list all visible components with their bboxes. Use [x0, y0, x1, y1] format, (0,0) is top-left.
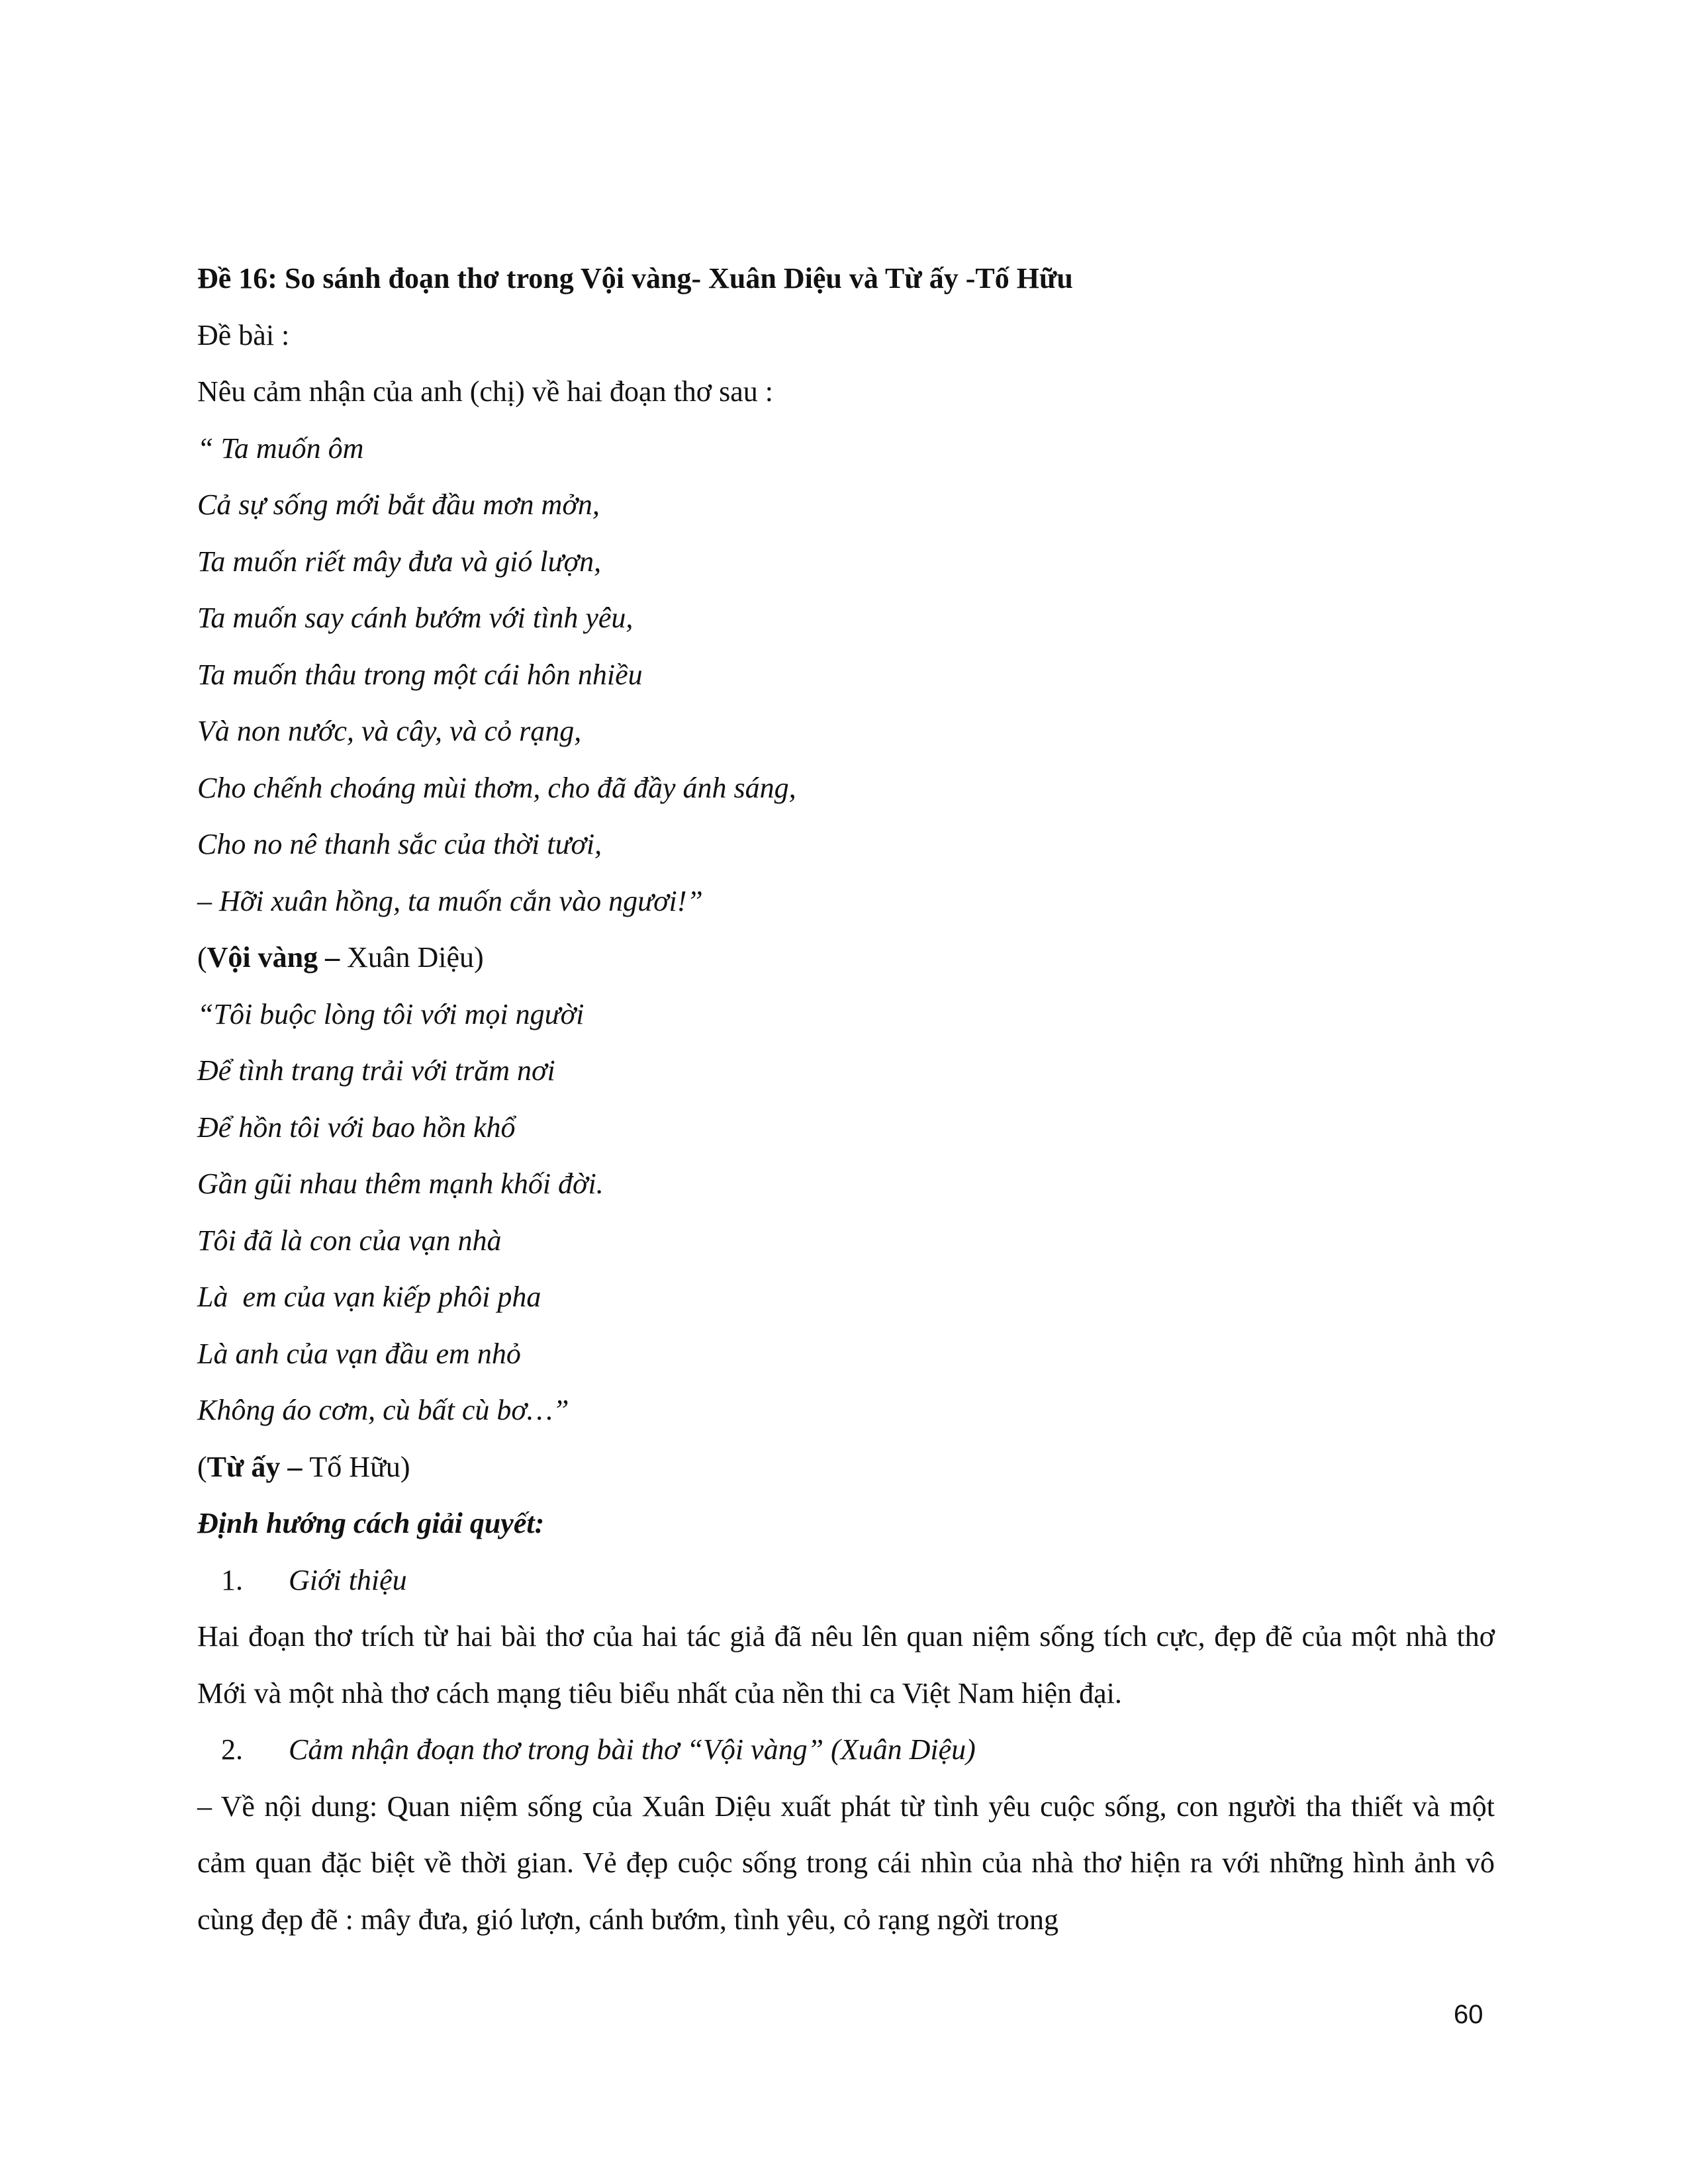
poem-source-voi-vang: [197, 929, 1495, 986]
poem-line: – Hỡi xuân hồng, ta muốn cắn vào ngươi!”: [197, 884, 703, 917]
source-poem-title: Vội vàng: [207, 941, 318, 974]
poem-line: Cả sự sống mới bắt đầu mơn mởn,: [197, 488, 600, 521]
guidance-heading: Định hướng cách giải quyết:: [197, 1507, 545, 1539]
poem-line: Tôi đã là con của vạn nhà: [197, 1224, 502, 1257]
section-number: 1.: [221, 1563, 243, 1596]
poem-line: Ta muốn say cánh bướm với tình yêu,: [197, 602, 633, 634]
section-paragraph-2: – Về nội dung: Quan niệm sống của Xuân Diệu xuất phát từ tình yêu cuộc sống, con người tha thiết và một cảm quan đặc biệt về thời gian. Vẻ đẹp cuộc sống trong cái nhìn của nhà thơ hiện ra với những hình ảnh vô cùng đẹp đẽ : mây đưa, gió lượn, cánh bướm, tình yêu, cỏ rạng ngời trong: [197, 1790, 1495, 1936]
poem-tu-ay: [197, 986, 1495, 1439]
section-heading-2: [197, 1721, 1495, 1778]
poem-line: Và non nước, và cây, và cỏ rạng,: [197, 715, 582, 747]
page-title: Đề 16: So sánh đoạn thơ trong Vội vàng- Xuân Diệu và Từ ấy -Tố Hữu: [197, 262, 1073, 295]
poem-source-tu-ay: [197, 1439, 1495, 1496]
section-title: Giới thiệu: [289, 1563, 407, 1596]
poem-line: Không áo cơm, cù bất cù bơ…”: [197, 1394, 569, 1426]
section-paragraph-1: Hai đoạn thơ trích từ hai bài thơ của hai tác giả đã nêu lên quan niệm sống tích cực, đẹp đẽ của một nhà thơ Mới và một nhà thơ cách mạng tiêu biểu nhất của nền thi ca Việt Nam hiện đại.: [197, 1620, 1495, 1709]
poem-line: Là em của vạn kiếp phôi pha: [197, 1281, 541, 1313]
source-open-paren: (: [197, 941, 207, 974]
section-title: Cảm nhận đoạn thơ trong bài thơ “Vội vàng” (Xuân Diệu): [289, 1733, 976, 1766]
poem-line: Để hồn tôi với bao hồn khổ: [197, 1111, 516, 1144]
section-number: 2.: [221, 1733, 243, 1766]
poem-line: Cho no nê thanh sắc của thời tươi,: [197, 828, 602, 860]
poem-line: Để tình trang trải với trăm nơi: [197, 1054, 555, 1087]
page-number: 60: [1454, 2000, 1483, 2029]
source-author: Tố Hữu): [309, 1450, 410, 1483]
source-author: Xuân Diệu): [347, 941, 484, 974]
source-poem-title: Từ ấy: [207, 1450, 281, 1483]
section-heading-1: [197, 1552, 1495, 1609]
poem-line: Cho chếnh choáng mùi thơm, cho đã đầy ánh sáng,: [197, 771, 796, 804]
poem-voi-vang: [197, 420, 1495, 930]
document-body: [197, 250, 1495, 1948]
poem-line: “Tôi buộc lòng tôi với mọi người: [197, 997, 585, 1030]
poem-line: Ta muốn thâu trong một cái hôn nhiều: [197, 658, 643, 691]
poem-line: Ta muốn riết mây đưa và gió lượn,: [197, 545, 602, 578]
source-open-paren: (: [197, 1450, 207, 1483]
source-dash: –: [280, 1450, 310, 1483]
de-bai-label: Đề bài :: [197, 318, 290, 351]
poem-line: “ Ta muốn ôm: [197, 432, 364, 465]
poem-line: Là anh của vạn đầu em nhỏ: [197, 1337, 521, 1370]
prompt-text: Nêu cảm nhận của anh (chị) về hai đoạn thơ sau :: [197, 375, 773, 408]
poem-line: Gần gũi nhau thêm mạnh khối đời.: [197, 1167, 604, 1200]
source-dash: –: [318, 941, 348, 974]
